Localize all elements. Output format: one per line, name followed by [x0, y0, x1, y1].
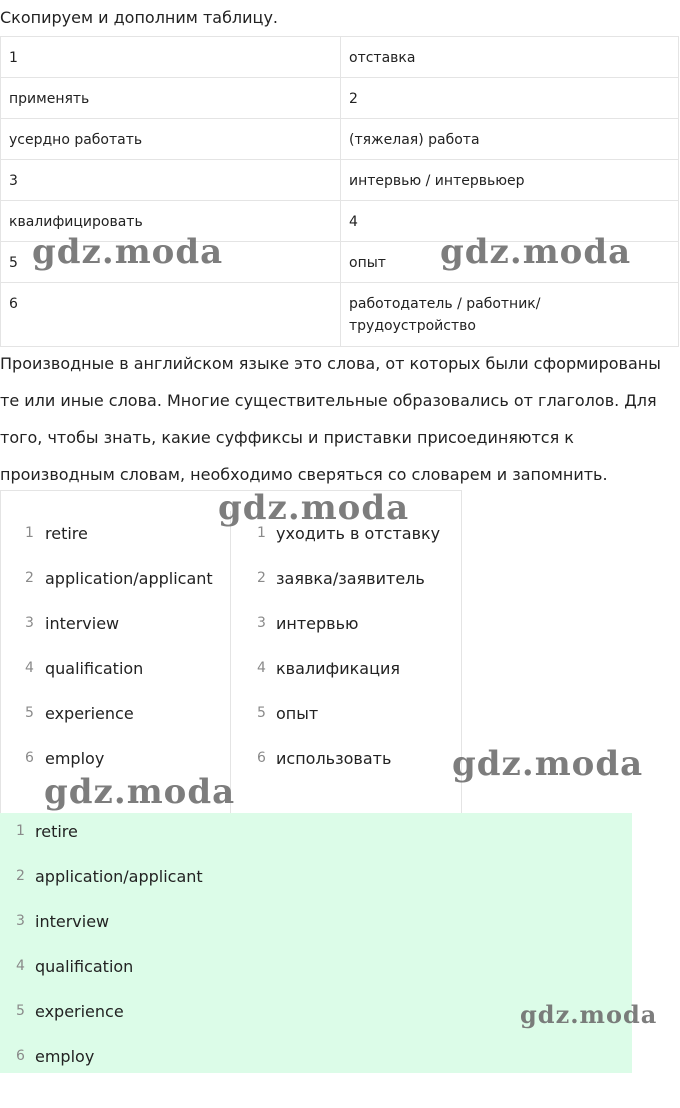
table-cell: 4 — [341, 201, 679, 242]
table-cell: квалифицировать — [1, 201, 341, 242]
item-text: заявка/заявитель — [276, 569, 425, 588]
list-item — [1, 511, 230, 556]
list-item — [231, 601, 461, 646]
item-text: опыт — [276, 704, 319, 723]
table-cell: интервью / интервьюер — [341, 160, 679, 201]
table-row — [1, 283, 679, 347]
russian-list — [231, 511, 461, 781]
item-text: experience — [35, 1002, 124, 1021]
item-text: retire — [35, 822, 78, 841]
table-row — [1, 160, 679, 201]
list-item — [231, 511, 461, 556]
item-number: 6 — [257, 750, 266, 766]
watermark-logo: gdz.moda — [440, 232, 632, 272]
item-text: employ — [35, 1047, 95, 1066]
table-cell: 3 — [1, 160, 341, 201]
item-text: retire — [45, 524, 88, 543]
item-number: 4 — [257, 660, 266, 676]
table-row — [1, 37, 679, 78]
list-item — [231, 691, 461, 736]
vocab-table — [0, 36, 679, 347]
item-number: 2 — [16, 868, 25, 884]
item-number: 3 — [257, 615, 266, 631]
item-number: 6 — [16, 1048, 25, 1064]
list-item — [1, 736, 230, 781]
watermark-logo: gdz.moda — [32, 232, 224, 272]
list-item — [231, 556, 461, 601]
table-cell: 2 — [341, 78, 679, 119]
item-text: interview — [45, 614, 120, 633]
item-text: уходить в отставку — [276, 524, 441, 543]
item-number: 4 — [25, 660, 34, 676]
list-item — [1, 646, 230, 691]
item-number: 5 — [16, 1003, 25, 1019]
table-row — [1, 78, 679, 119]
list-item — [231, 736, 461, 781]
watermark-logo: gdz.moda — [452, 744, 644, 784]
item-number: 5 — [25, 705, 34, 721]
table-row — [1, 119, 679, 160]
table-cell: 6 — [1, 283, 341, 347]
list-item — [231, 646, 461, 691]
table-row — [1, 242, 679, 283]
table-cell: 5 — [1, 242, 341, 283]
item-number: 4 — [16, 958, 25, 974]
table-row — [1, 201, 679, 242]
item-text: qualification — [35, 957, 134, 976]
item-number: 5 — [257, 705, 266, 721]
item-number: 3 — [25, 615, 34, 631]
item-text: application/applicant — [45, 569, 213, 588]
list-item — [1, 691, 230, 736]
item-number: 2 — [25, 570, 34, 586]
item-number: 1 — [257, 525, 266, 541]
table-cell: отставка — [341, 37, 679, 78]
item-number: 6 — [25, 750, 34, 766]
english-list — [1, 511, 231, 814]
watermark-logo: gdz.moda — [44, 772, 236, 812]
table-cell: 1 — [1, 37, 341, 78]
item-text: experience — [45, 704, 134, 723]
item-text: interview — [35, 912, 110, 931]
table-cell: усердно работать — [1, 119, 341, 160]
answer-box — [0, 813, 632, 1073]
explanation-paragraph: Производные в английском языке это слова, от которых были сформированы те или иные слова. Многие существительные образовались от глаголов. Для того, чтобы знать, какие суффиксы и приставки присоединяются к производным словам, необходимо сверяться со словарем и запомнить. — [0, 354, 661, 484]
item-text: квалификация — [276, 659, 400, 678]
item-text: application/applicant — [35, 867, 203, 886]
watermark-logo: gdz.moda — [520, 1000, 658, 1029]
item-number: 1 — [25, 525, 34, 541]
table-cell: работодатель / работник/ трудоустройство — [341, 283, 679, 347]
item-text: использовать — [276, 749, 392, 768]
watermark-logo: gdz.moda — [218, 488, 410, 528]
item-text: employ — [45, 749, 105, 768]
item-number: 1 — [16, 823, 25, 839]
list-item — [1, 601, 230, 646]
translation-box — [0, 490, 462, 814]
item-text: qualification — [45, 659, 144, 678]
table-cell: применять — [1, 78, 341, 119]
item-text: интервью — [276, 614, 359, 633]
item-number: 2 — [257, 570, 266, 586]
table-cell: (тяжелая) работа — [341, 119, 679, 160]
table-cell: опыт — [341, 242, 679, 283]
item-number: 3 — [16, 913, 25, 929]
list-item — [1, 556, 230, 601]
intro-text: Скопируем и дополним таблицу. — [0, 8, 278, 27]
